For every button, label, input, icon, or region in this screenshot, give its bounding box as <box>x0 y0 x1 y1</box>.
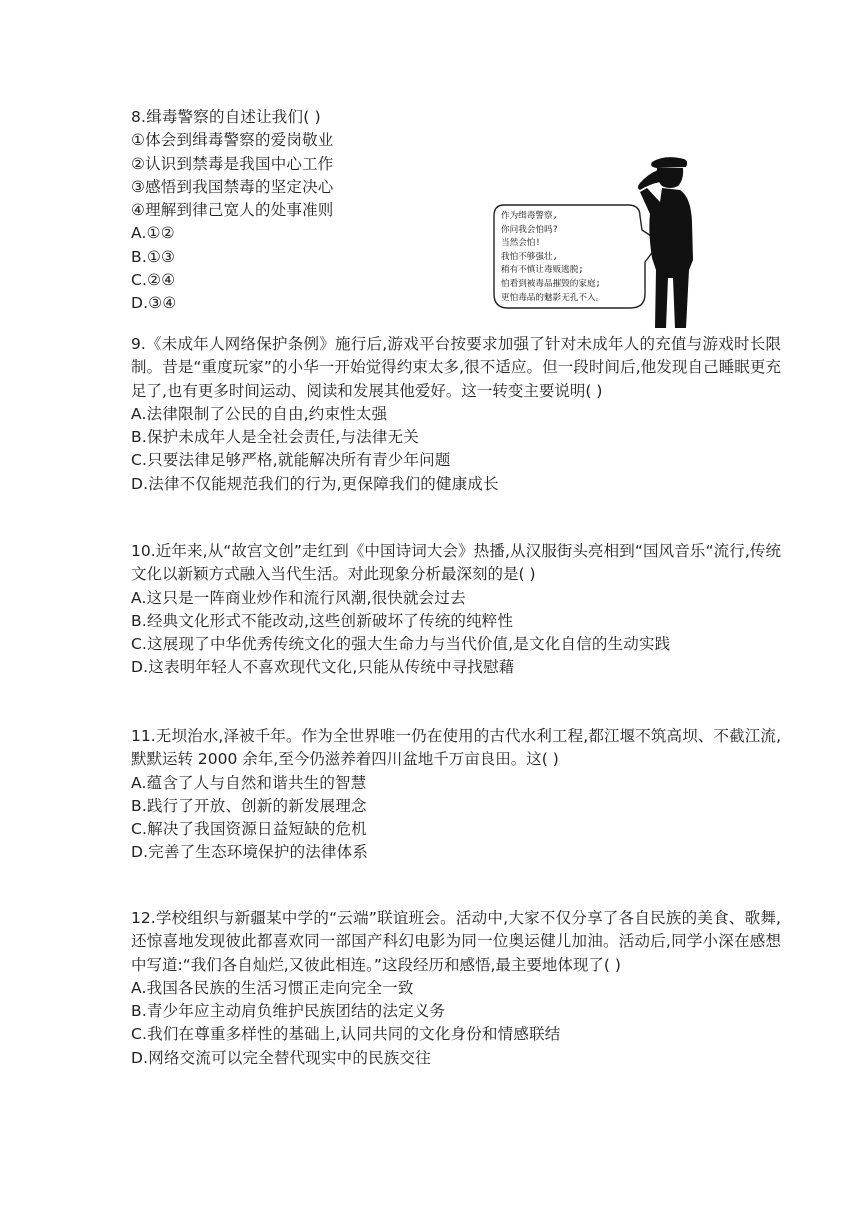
speech-line: 作为缉毒警察, <box>501 211 558 221</box>
speech-line: 我怕不够强壮, <box>501 251 558 262</box>
speech-line: 稍有不慎让毒贩逃脱; <box>501 265 584 276</box>
option-c: C.解决了我国资源日益短缺的危机 <box>131 820 367 839</box>
speech-line: 你问我会怕吗? <box>501 224 558 235</box>
option-b: B.青少年应主动肩负维护民族团结的法定义务 <box>131 1002 446 1021</box>
option-a: A.①② <box>131 224 175 243</box>
option-b: B.①③ <box>131 247 176 266</box>
option-a: A.这只是一阵商业炒作和流行风潮,很快就会过去 <box>131 588 466 607</box>
speech-bubble-text <box>501 210 653 305</box>
speech-line: 更怕毒品的魅影无孔不入。 <box>501 292 605 303</box>
statement-item: ①体会到缉毒警察的爱岗敬业 <box>131 131 334 150</box>
option-a: A.我国各民族的生活习惯正走向完全一致 <box>131 978 414 997</box>
speech-line: 当然会怕! <box>501 238 541 249</box>
option-b: B.践行了开放、创新的新发展理念 <box>131 796 367 815</box>
question-stem: 12.学校组织与新疆某中学的“云端”联谊班会。活动中,大家不仅分享了各自民族的美食、歌舞,还惊喜地发现彼此都喜欢同一部国产科幻电影为同一位奥运健儿加油。活动后,同学小深在感想中写道:“我们各自灿烂,又彼此相连。”这段经历和感悟,最主要地体现了( ) <box>131 909 781 974</box>
option-a: A.蕴含了人与自然和谐共生的智慧 <box>131 773 367 792</box>
option-d: D.这表明年轻人不喜欢现代文化,只能从传统中寻找慰藉 <box>131 658 515 677</box>
option-d: D.网络交流可以完全替代现实中的民族交往 <box>131 1048 431 1067</box>
speech-line: 怕看到被毒品摧毁的家庭; <box>501 278 601 289</box>
question-8 <box>131 106 471 316</box>
statement-item: ③感悟到我国禁毒的坚定决心 <box>131 177 334 196</box>
option-c: C.我们在尊重多样性的基础上,认同共同的文化身份和情感联结 <box>131 1025 561 1044</box>
option-c: C.②④ <box>131 271 176 290</box>
question-stem: 9.《未成年人网络保护条例》施行后,游戏平台按要求加强了针对未成年人的充值与游戏时长限制。昔是“重度玩家”的小华一开始觉得约束太多,很不适应。但一段时间后,他发现自己睡眠更充足了,也有更多时间运动、阅读和发展其他爱好。这一转变主要说明( ) <box>131 335 781 400</box>
option-d: D.③④ <box>131 294 177 313</box>
option-a: A.法律限制了公民的自由,约束性太强 <box>131 404 388 423</box>
question-9 <box>131 333 781 496</box>
statement-item: ②认识到禁毒是我国中心工作 <box>131 154 334 173</box>
option-d: D.完善了生态环境保护的法律体系 <box>131 843 369 862</box>
option-c: C.只要法律足够严格,就能解决所有青少年问题 <box>131 451 451 470</box>
option-b: B.保护未成年人是全社会责任,与法律无关 <box>131 428 419 447</box>
question-12 <box>131 907 781 1070</box>
question-stem: 10.近年来,从“故宫文创”走红到《中国诗词大会》热播,从汉服街头亮相到“国风音乐“流行,传统文化以新颖方式融入当代生活。对此现象分析最深刻的是( ) <box>131 542 781 584</box>
option-b: B.经典文化形式不能改动,这些创新破坏了传统的纯粹性 <box>131 611 514 630</box>
question-stem: 11.无坝治水,泽被千年。作为全世界唯一仍在使用的古代水利工程,都江堰不筑高坝、不截江流,默默运转 2000 余年,至今仍滋养着四川盆地千万亩良田。这( ) <box>131 727 781 769</box>
option-d: D.法律不仅能规范我们的行为,更保障我们的健康成长 <box>131 474 499 493</box>
statement-item: ④理解到律己宽人的处事准则 <box>131 201 334 220</box>
question-10 <box>131 540 781 680</box>
question-11 <box>131 725 781 865</box>
option-c: C.这展现了中华优秀传统文化的强大生命力与当代价值,是文化自信的生动实践 <box>131 635 671 654</box>
question-stem: 8.缉毒警察的自述让我们( ) <box>131 108 321 126</box>
